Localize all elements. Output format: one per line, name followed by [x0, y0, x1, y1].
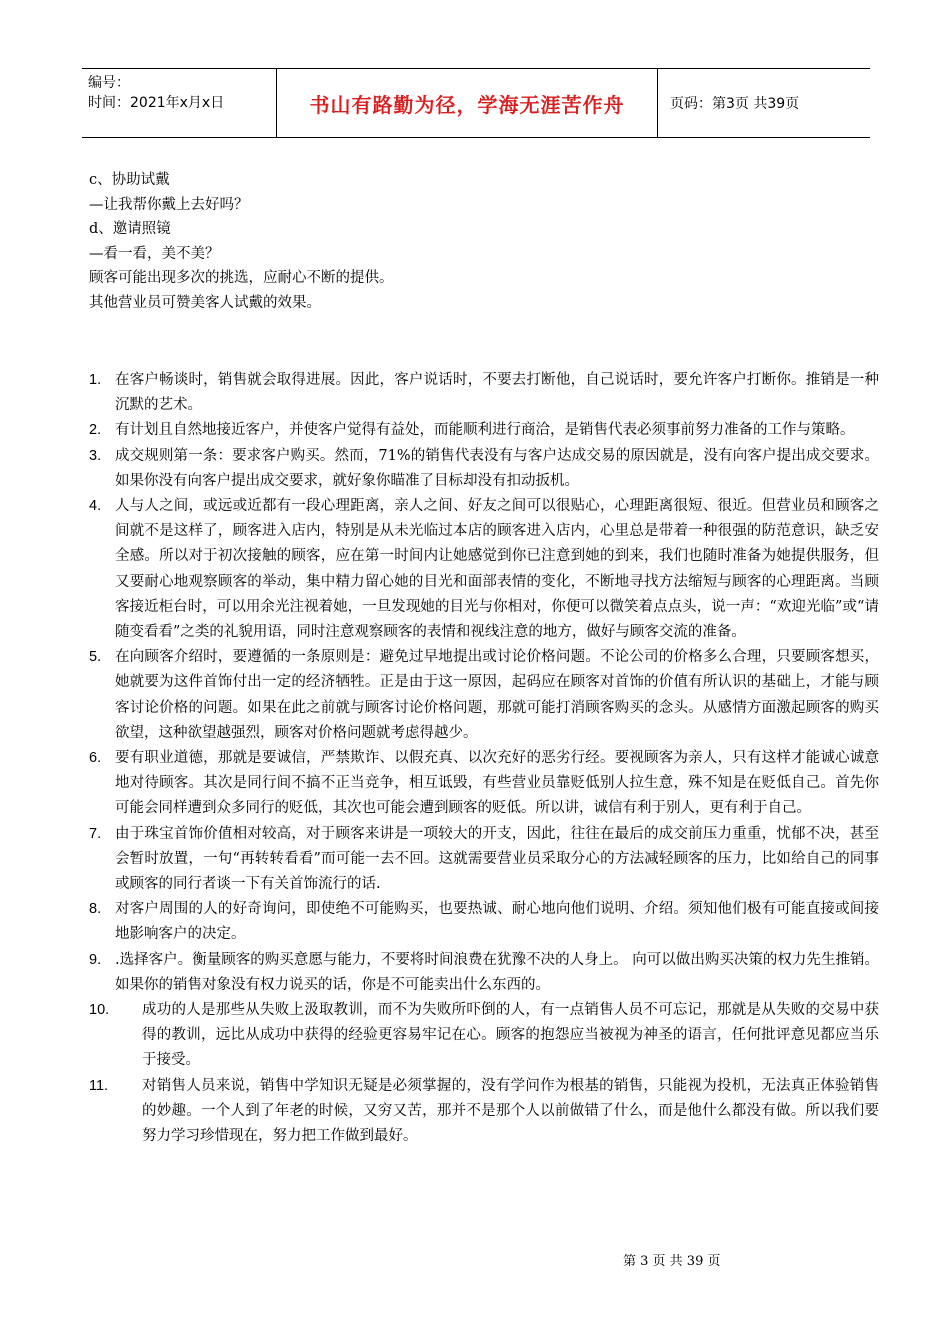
intro-section [89, 168, 869, 316]
intro-line: d、邀请照镜 [89, 221, 171, 238]
item-text: 成功的人是那些从失败上汲取教训，而不为失败所吓倒的人，有一点销售人员不可忘记，那就是从失败的交易中获得的教训，远比从成功中获得的经验更容易牢记在心。顾客的抱怨应当被视为神圣的语言，任何批评意见都应当乐于接受。 [142, 1002, 879, 1069]
intro-line: —让我帮你戴上去好吗？ [89, 196, 249, 213]
date-label: 时间：2021年x月x日 [88, 95, 225, 111]
item-number: 7. [89, 825, 102, 842]
item-number: 8. [89, 901, 102, 918]
item-text: .选择客户。衡量顾客的购买意愿与能力，不要将时间浪费在犹豫不决的人身上。 向可以做出购买决策的权力先生推销。如果你的销售对象没有权力说买的话，你是不可能卖出什么东西的。 [115, 951, 879, 993]
item-text: 由于珠宝首饰价值相对较高，对于顾客来讲是一项较大的开支，因此，往往在最后的成交前压力重重，忧郁不决，甚至会暂时放置，一句“再转转看看”而可能一去不回。这就需要营业员采取分心的方法减轻顾客的压力，比如给自己的同事或顾客的同行者谈一下有关首饰流行的话. [115, 825, 879, 893]
intro-line: —看一看，美不美？ [89, 245, 220, 262]
list-item [89, 368, 879, 418]
item-text: 有计划且自然地接近客户，并使客户觉得有益处，而能顺利进行商洽，是销售代表必须事前努力准备的工作与策略。 [115, 422, 855, 439]
item-number: 3. [89, 447, 102, 464]
tips-list [89, 368, 879, 1149]
list-item [89, 418, 879, 443]
header-motto: 书山有路勤为径，学海无涯苦作舟 [277, 69, 658, 137]
item-text: 成交规则第一条：要求客户购买。然而，71%的销售代表没有与客户达成交易的原因就是，没有向客户提出成交要求。如果你没有向客户提出成交要求，就好象你瞄准了目标却没有扣动扳机。 [115, 447, 879, 489]
item-text: 要有职业道德，那就是要诚信，严禁欺诈、以假充真、以次充好的恶劣行经。要视顾客为亲人，只有这样才能诚心诚意地对待顾客。其次是同行间不搞不正当竞争，相互诋毁，有些营业员靠贬低别人拉生意，殊不知是在贬低自己。首先你可能会同样遭到众多同行的贬低，其次也可能会遭到顾客的贬低。所以讲，诚信有利于别人，更有利于自己。 [115, 750, 879, 817]
list-item [89, 897, 879, 947]
list-item [89, 822, 879, 898]
header-page-label: 页码：第3页 共39页 [670, 96, 800, 112]
item-text: 对客户周围的人的好奇询问，即使绝不可能购买，也要热诚、耐心地向他们说明、介绍。须知他们极有可能直接或间接地影响客户的决定。 [115, 901, 879, 943]
list-item [89, 645, 879, 746]
list-item [89, 746, 879, 822]
item-text: 在向顾客介绍时，要遵循的一条原则是：避免过早地提出或讨论价格问题。不论公司的价格多么合理，只要顾客想买，她就要为这件首饰付出一定的经济牺牲。正是由于这一原因，起码应在顾客对首饰的价值有所认识的基础上，才能与顾客讨论价格的问题。如果在此之前就与顾客讨论价格问题，那就可能打消顾客购买的念头。从感情方面激起顾客的购买欲望，这种欲望越强烈，顾客对价格问题就考虑得越少。 [115, 649, 879, 741]
item-number: 9. [89, 951, 102, 968]
list-item [89, 948, 879, 998]
item-number: 6. [89, 750, 102, 767]
intro-line: 其他营业员可赞美客人试戴的效果。 [89, 294, 321, 311]
intro-line: 顾客可能出现多次的挑选，应耐心不断的提供。 [89, 270, 394, 287]
document-number-label: 编号： [88, 75, 130, 91]
item-text: 人与人之间，或远或近都有一段心理距离，亲人之间、好友之间可以很贴心，心理距离很短、很近。但营业员和顾客之间就不是这样了，顾客进入店内，特别是从未光临过本店的顾客进入店内，心里总是带着一种很强的防范意识，缺乏安全感。所以对于初次接触的顾客，应在第一时间内让她感觉到你已注意到她的到来，我们也随时准备为她提供服务，但又要耐心地观察顾客的举动，集中精力留心她的目光和面部表情的变化，不断地寻找方法缩短与顾客的心理距离。当顾客接近柜台时，可以用余光注视着她，一旦发现她的目光与你相对，你便可以微笑着点点头，说一声：“欢迎光临”或“请随变看看”之类的礼貌用语，同时注意观察顾客的表情和视线注意的地方，做好与顾客交流的准备。 [115, 498, 879, 641]
item-text: 对销售人员来说，销售中学知识无疑是必须掌握的，没有学问作为根基的销售，只能视为投机，无法真正体验销售的妙趣。一个人到了年老的时候，又穷又苦，那并不是那个人以前做错了什么，而是他什么都没有做。所以我们要努力学习珍惜现在，努力把工作做到最好。 [142, 1077, 879, 1145]
item-text: 在客户畅谈时，销售就会取得进展。因此，客户说话时，不要去打断他，自己说话时，要允许客户打断你。推销是一种沉默的艺术。 [115, 372, 879, 414]
list-item [89, 444, 879, 494]
item-number: 11. [89, 1077, 109, 1094]
item-number: 1. [89, 372, 102, 388]
header-meta [82, 69, 277, 137]
item-number: 10. [89, 1002, 110, 1019]
page-header [82, 68, 870, 138]
list-item [89, 494, 879, 645]
list-item [89, 998, 879, 1074]
page-footer: 第 3 页 共 39 页 [623, 1254, 721, 1269]
item-number: 2. [89, 422, 102, 439]
intro-line: c、协助试戴 [89, 172, 170, 188]
item-number: 5. [89, 649, 102, 666]
list-item [89, 1074, 879, 1150]
item-number: 4. [89, 498, 102, 515]
